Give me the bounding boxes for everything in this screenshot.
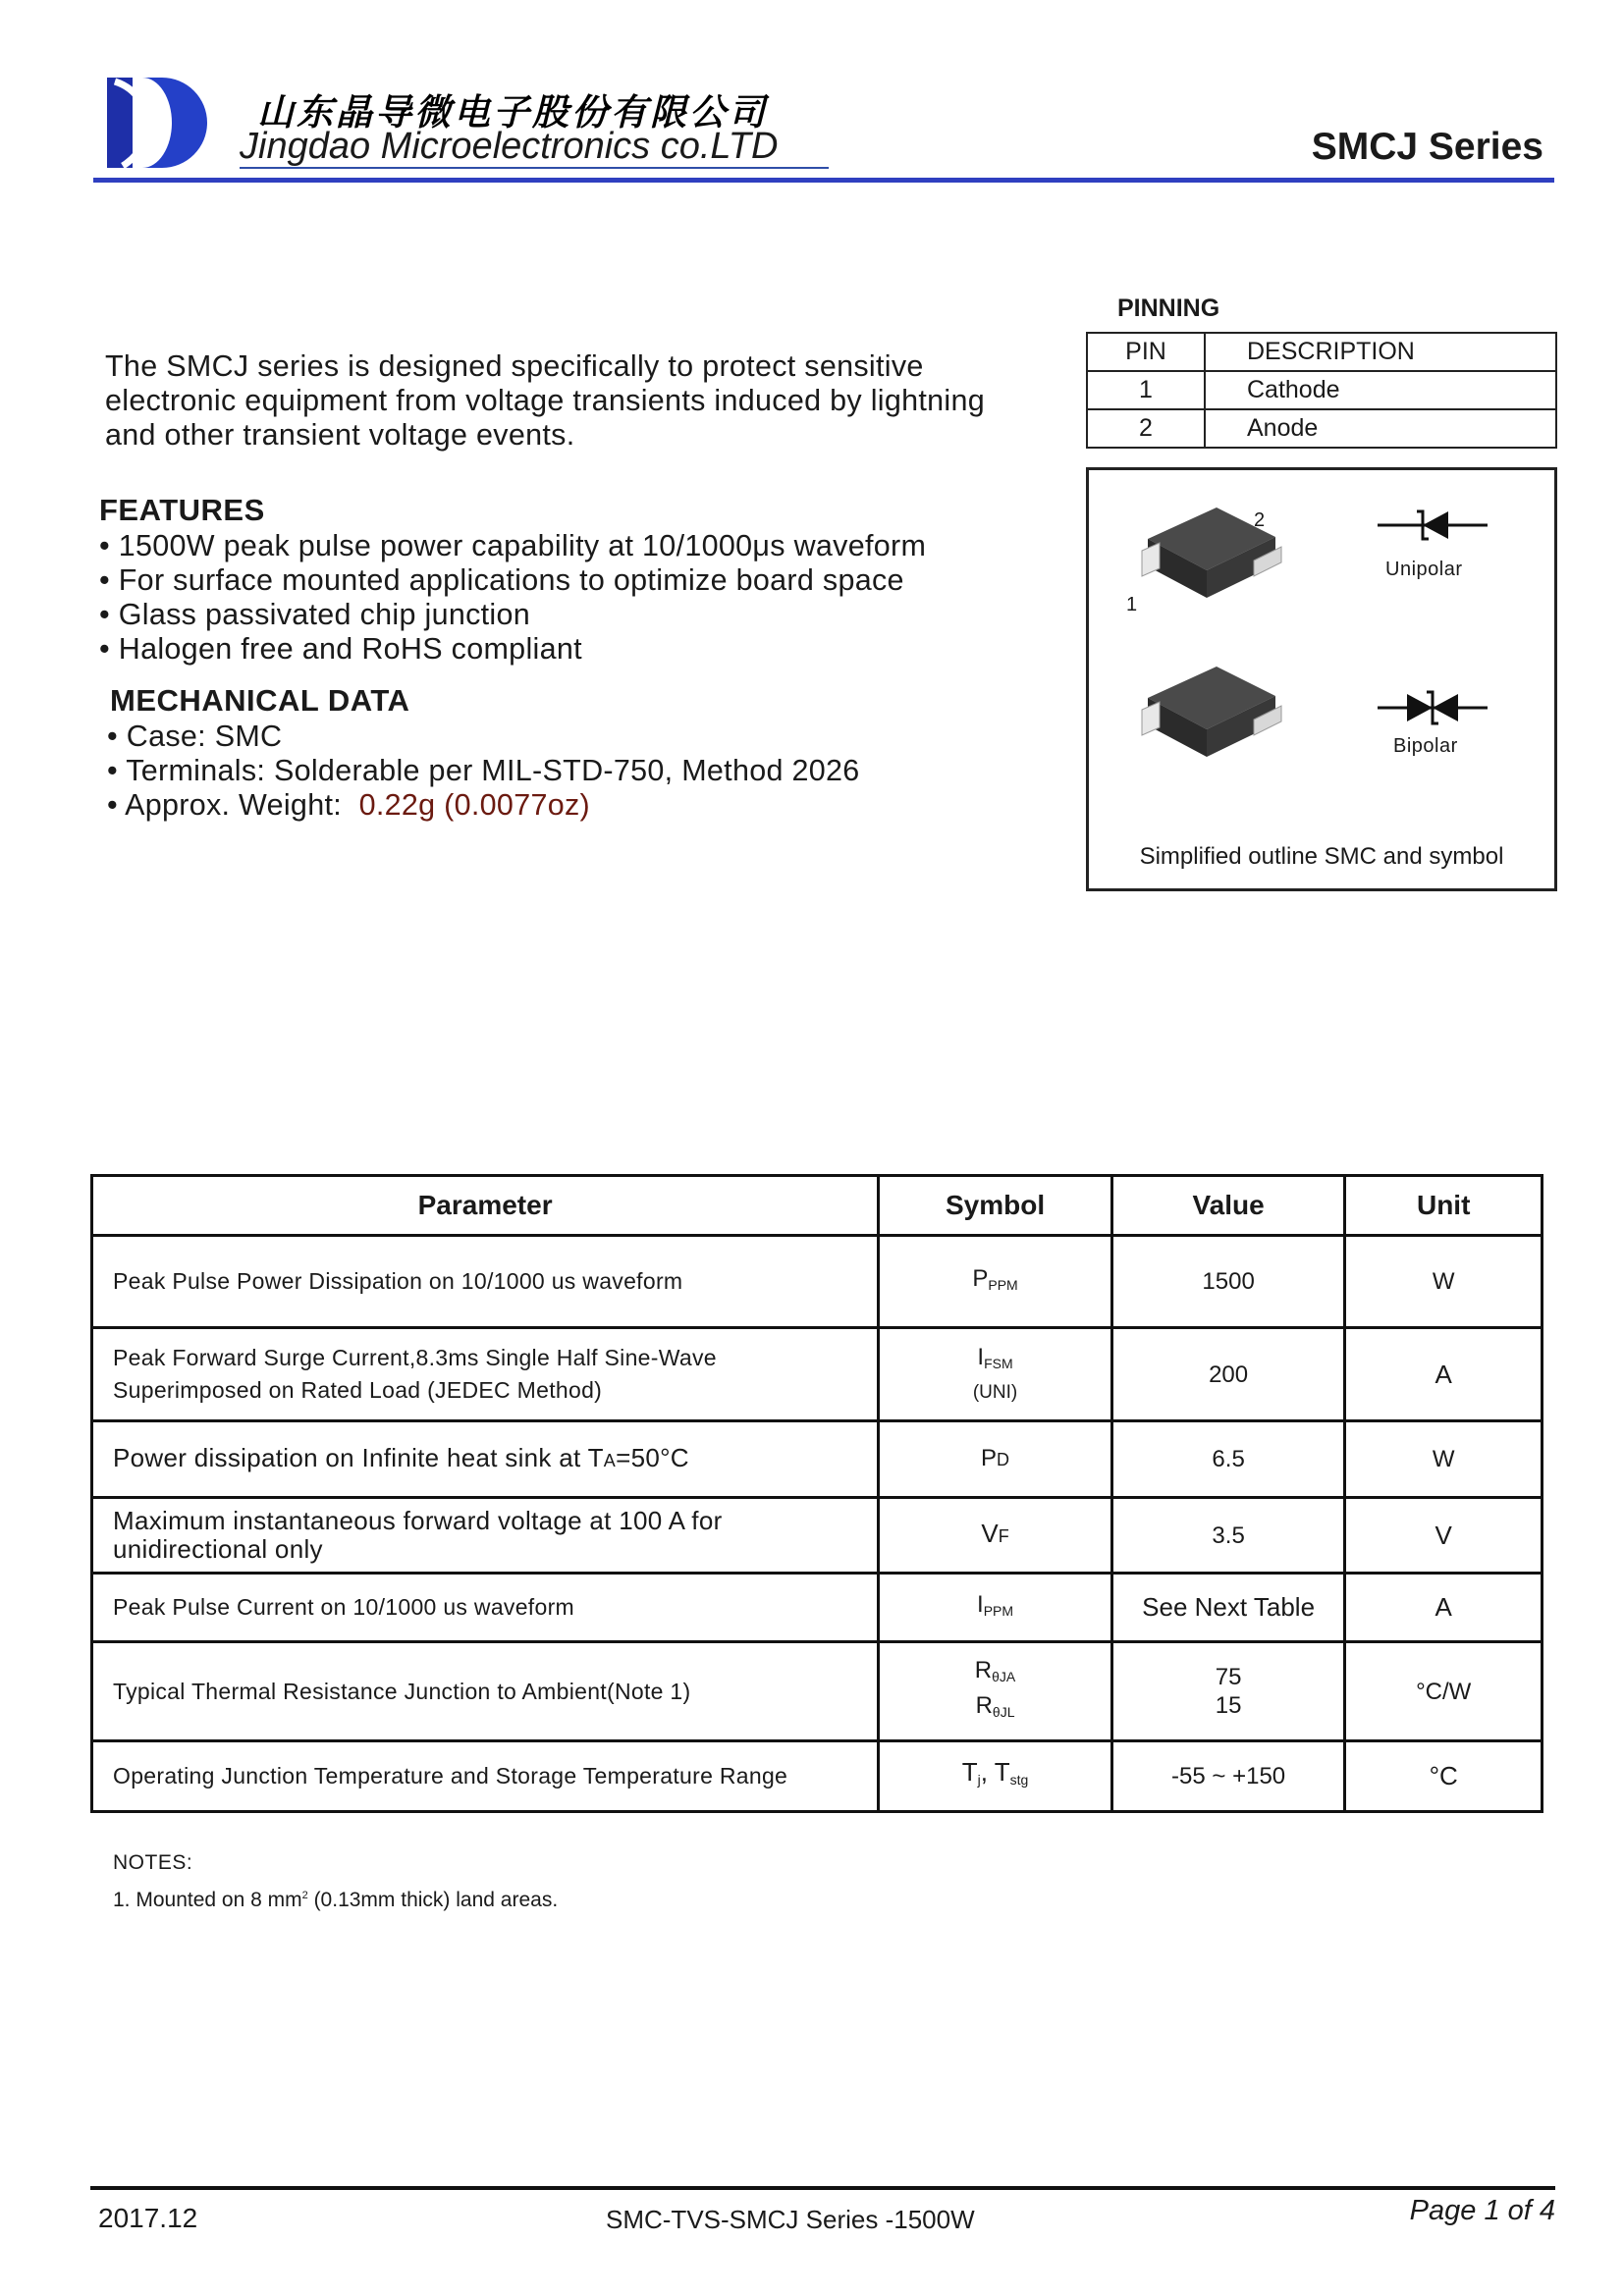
series-title: SMCJ Series bbox=[1311, 126, 1543, 168]
symbol-cell: VF bbox=[879, 1498, 1112, 1574]
table-row bbox=[92, 1328, 1543, 1421]
value-cell: 200 bbox=[1111, 1328, 1345, 1421]
feature-item: • Glass passivated chip junction bbox=[99, 598, 531, 631]
symbol-cell: $P_{PPM}$ bbox=[879, 1236, 1112, 1328]
footer-date: 2017.12 bbox=[98, 2203, 198, 2233]
parameter-cell: Peak Forward Surge Current,8.3ms Single Half Sine-Wave Superimposed on Rated Load (JEDEC Method) bbox=[92, 1328, 879, 1421]
unit-cell: V bbox=[1345, 1498, 1543, 1574]
weight-label: • Approx. Weight: bbox=[107, 788, 343, 822]
unipolar-diode-symbol-icon bbox=[1374, 506, 1491, 545]
unit-cell: °C/W bbox=[1345, 1642, 1543, 1741]
pinning-header-row bbox=[1087, 333, 1556, 371]
bipolar-label: Bipolar bbox=[1393, 735, 1458, 757]
feature-item: • For surface mounted applications to optimize board space bbox=[99, 563, 904, 597]
mechanical-case: • Case: SMC bbox=[107, 720, 283, 753]
footer-document-id: SMC-TVS-SMCJ Series -1500W bbox=[606, 2205, 975, 2234]
unit-cell: A bbox=[1345, 1574, 1543, 1642]
mechanical-data-heading: MECHANICAL DATA bbox=[110, 683, 410, 718]
parameter-cell: Power dissipation on Infinite heat sink at TA=50°C bbox=[92, 1421, 879, 1498]
company-name-english: Jingdao Microelectronics co.LTD bbox=[240, 126, 779, 167]
note-item: 1. Mounted on 8 $mm^2$ (0.13mm thick) land areas. bbox=[113, 1889, 559, 1911]
company-name-chinese: 山东晶导微电子股份有限公司 bbox=[257, 92, 768, 133]
value-cell: See Next Table bbox=[1111, 1574, 1345, 1642]
outline-caption: Simplified outline SMC and symbol bbox=[1139, 843, 1504, 870]
pinning-row bbox=[1087, 409, 1556, 448]
intro-paragraph: The SMCJ series is designed specifically to protect sensitive electronic equipment from voltage transients induced by lightning and other transient voltage events. bbox=[105, 349, 986, 452]
parameter-column-header: Parameter bbox=[92, 1176, 879, 1236]
pin-number: 1 bbox=[1087, 371, 1205, 409]
pinning-heading: PINNING bbox=[1117, 294, 1220, 322]
symbol-cell: $T_j$, $T_{stg}$ bbox=[879, 1741, 1112, 1812]
bipolar-diode-symbol-icon bbox=[1374, 688, 1491, 727]
symbol-column-header: Symbol bbox=[879, 1176, 1112, 1236]
table-row bbox=[92, 1498, 1543, 1574]
table-header-row bbox=[92, 1176, 1543, 1236]
unipolar-label: Unipolar bbox=[1385, 559, 1463, 580]
footer-rule bbox=[90, 2186, 1555, 2190]
header-rule bbox=[93, 178, 1554, 183]
value-cell: -55 ~ +150 bbox=[1111, 1741, 1345, 1812]
weight-value: 0.22g (0.0077oz) bbox=[358, 788, 590, 822]
mechanical-terminals: • Terminals: Solderable per MIL-STD-750, Method 2026 bbox=[107, 754, 860, 787]
unit-cell: W bbox=[1345, 1236, 1543, 1328]
pin-1-label: 1 bbox=[1126, 594, 1138, 615]
unit-cell: W bbox=[1345, 1421, 1543, 1498]
parameter-cell: Operating Junction Temperature and Storage Temperature Range bbox=[92, 1741, 879, 1812]
feature-item: • Halogen free and RoHS compliant bbox=[99, 632, 582, 666]
symbol-cell: $I_{FSM}$ (UNI) bbox=[879, 1328, 1112, 1421]
pin-2-label: 2 bbox=[1254, 509, 1266, 531]
table-row bbox=[92, 1741, 1543, 1812]
table-row bbox=[92, 1574, 1543, 1642]
parameter-cell: Maximum instantaneous forward voltage at 100 A for unidirectional only bbox=[92, 1498, 879, 1574]
table-row bbox=[92, 1642, 1543, 1741]
mechanical-weight bbox=[107, 788, 590, 823]
features-heading: FEATURES bbox=[99, 493, 265, 527]
pin-description: Anode bbox=[1205, 409, 1556, 448]
pinning-row bbox=[1087, 371, 1556, 409]
unit-cell: °C bbox=[1345, 1741, 1543, 1812]
value-cell: 6.5 bbox=[1111, 1421, 1345, 1498]
symbol-cell: $I_{PPM}$ bbox=[879, 1574, 1112, 1642]
company-name-underline bbox=[240, 167, 829, 169]
value-cell: 75 15 bbox=[1111, 1642, 1345, 1741]
parameter-cell: Peak Pulse Power Dissipation on 10/1000 us waveform bbox=[92, 1236, 879, 1328]
parameter-cell: Peak Pulse Current on 10/1000 us waveform bbox=[92, 1574, 879, 1642]
value-cell: 3.5 bbox=[1111, 1498, 1345, 1574]
value-column-header: Value bbox=[1111, 1176, 1345, 1236]
feature-item: • 1500W peak pulse power capability at 10/1000μs waveform bbox=[99, 529, 927, 562]
unit-column-header: Unit bbox=[1345, 1176, 1543, 1236]
parameter-cell: Typical Thermal Resistance Junction to Ambient(Note 1) bbox=[92, 1642, 879, 1741]
notes-heading: NOTES: bbox=[113, 1851, 193, 1874]
table-row bbox=[92, 1421, 1543, 1498]
pinning-table bbox=[1086, 332, 1557, 449]
unit-cell: A bbox=[1345, 1328, 1543, 1421]
symbol-cell: $R_{\theta JA}$ $R_{\theta JL}$ bbox=[879, 1642, 1112, 1741]
value-cell: 1500 bbox=[1111, 1236, 1345, 1328]
company-logo bbox=[103, 74, 211, 172]
pin-column-header: PIN bbox=[1087, 333, 1205, 371]
pin-number: 2 bbox=[1087, 409, 1205, 448]
table-row bbox=[92, 1236, 1543, 1328]
footer-page-number: Page 1 of 4 bbox=[1409, 2195, 1555, 2226]
ratings-table bbox=[90, 1174, 1543, 1813]
pin-description: Cathode bbox=[1205, 371, 1556, 409]
description-column-header: DESCRIPTION bbox=[1205, 333, 1556, 371]
smc-package-image bbox=[1138, 659, 1285, 767]
package-symbol-box bbox=[1086, 467, 1557, 891]
symbol-cell: PD bbox=[879, 1421, 1112, 1498]
